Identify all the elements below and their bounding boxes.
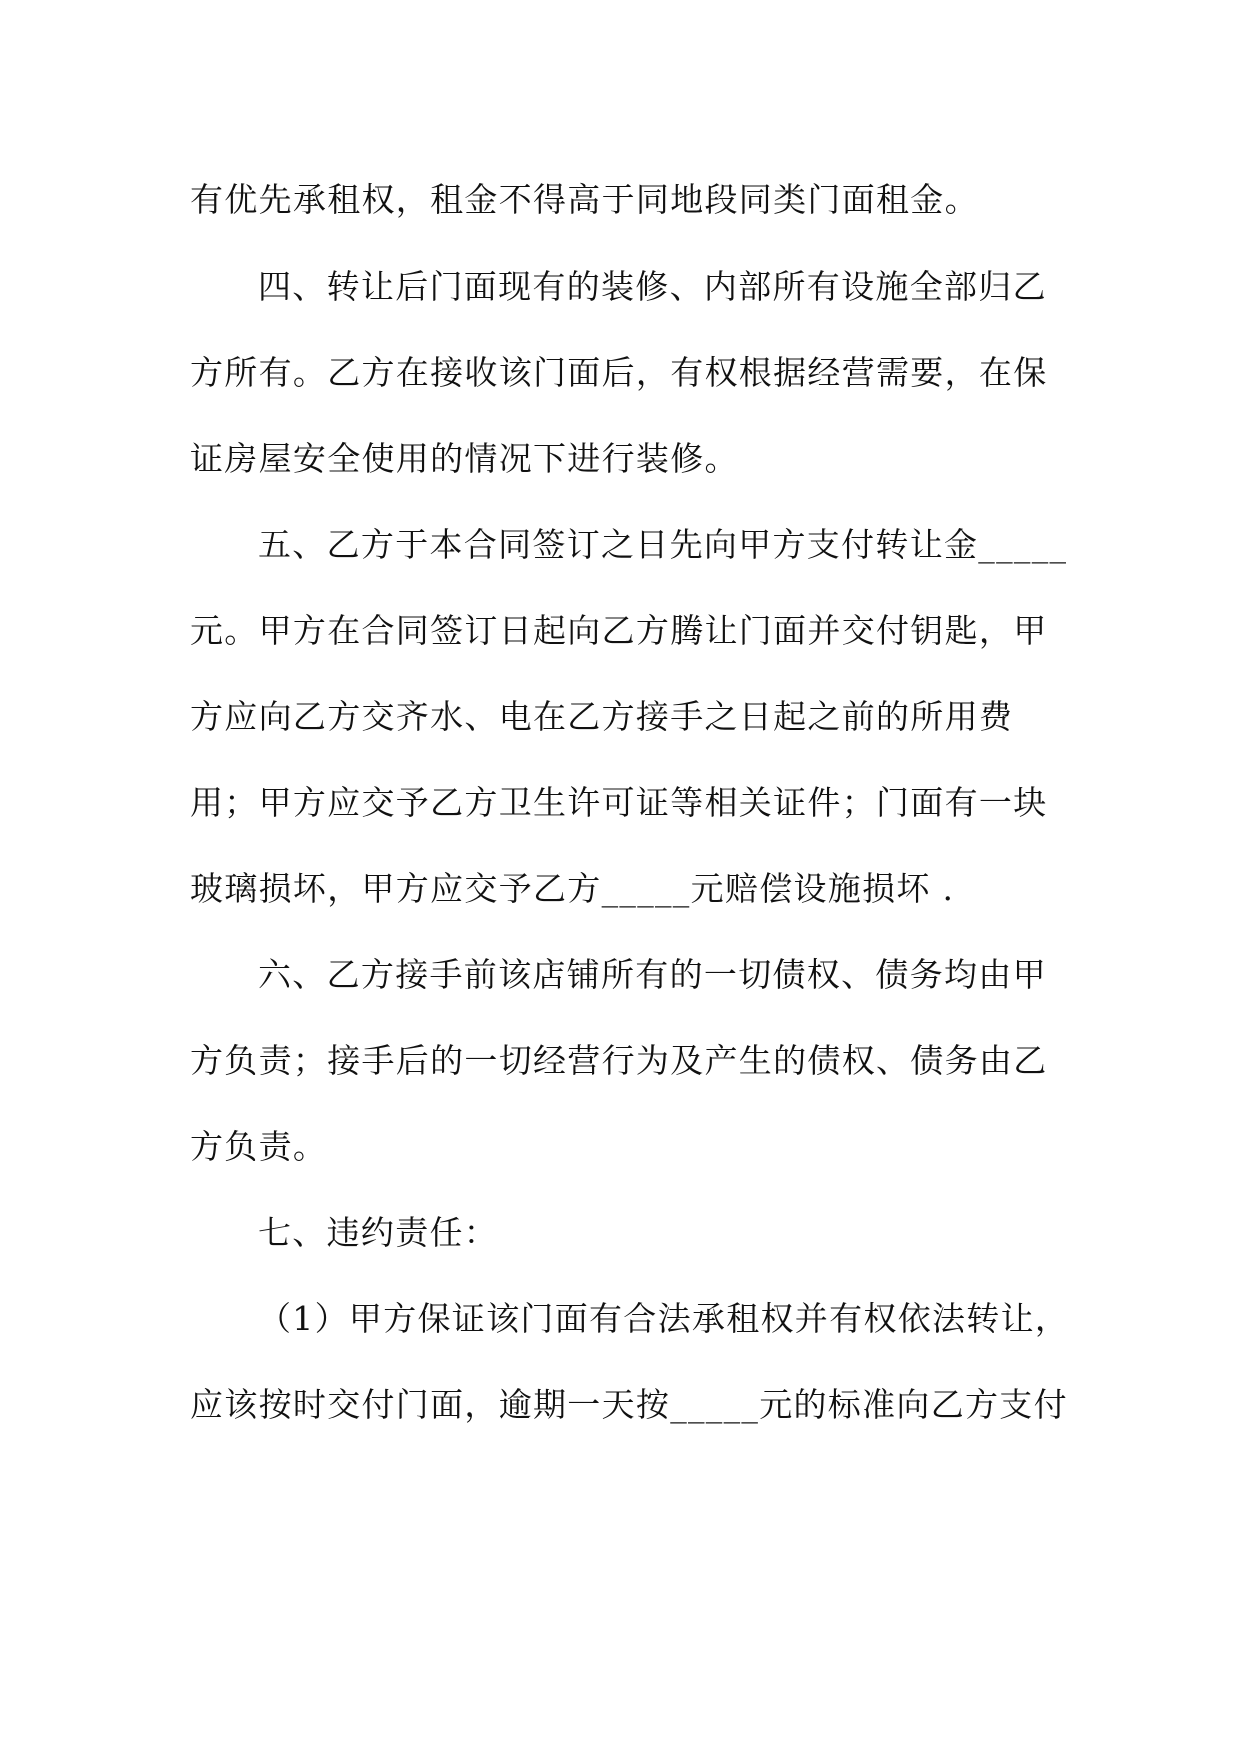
text-line: （1）甲方保证该门面有合法承租权并有权依法转让， xyxy=(258,1299,1070,1338)
text-line: 方所有。乙方在接收该门面后，有权根据经营需要，在保 xyxy=(190,353,1048,392)
text-line: 四、转让后门面现有的装修、内部所有设施全部归乙 xyxy=(258,267,1047,306)
text-line: 方负责；接手后的一切经营行为及产生的债权、债务由乙 xyxy=(190,1041,1048,1080)
text-line: 用；甲方应交予乙方卫生许可证等相关证件；门面有一块 xyxy=(190,783,1048,822)
text-line: 六、乙方接手前该店铺所有的一切债权、债务均由甲 xyxy=(258,955,1047,994)
text-line: 有优先承租权，租金不得高于同地段同类门面租金。 xyxy=(190,180,979,219)
text-line: 元。甲方在合同签订日起向乙方腾让门面并交付钥匙，甲 xyxy=(190,611,1048,650)
text-line: 方应向乙方交齐水、电在乙方接手之日起之前的所用费 xyxy=(190,697,1014,736)
text-line: 应该按时交付门面，逾期一天按_____元的标准向乙方支付 xyxy=(190,1385,1068,1424)
text-line: 七、违约责任： xyxy=(258,1213,499,1252)
text-line: 证房屋安全使用的情况下进行装修。 xyxy=(190,439,739,478)
text-line: 玻璃损坏，甲方应交予乙方_____元赔偿设施损坏 . xyxy=(190,869,955,908)
text-line: 方负责。 xyxy=(190,1127,328,1166)
text-line: 五、乙方于本合同签订之日先向甲方支付转让金_____ xyxy=(258,525,1068,564)
